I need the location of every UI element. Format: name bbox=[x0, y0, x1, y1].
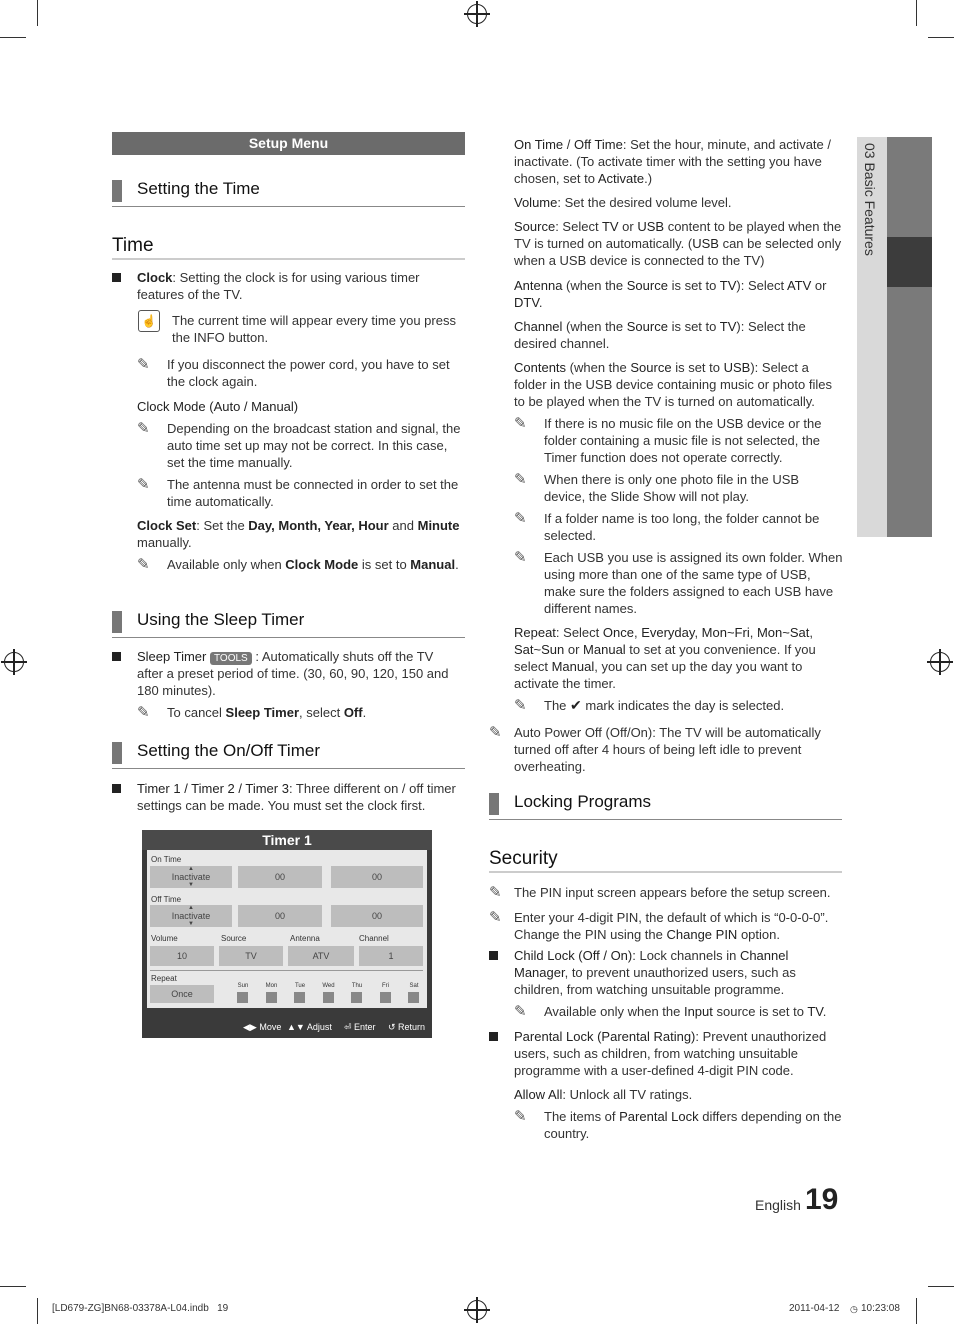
volume-text: Volume: Set the desired volume level. bbox=[514, 195, 732, 210]
antenna-value[interactable]: ATV bbox=[288, 946, 354, 966]
source-value[interactable]: TV bbox=[219, 946, 283, 966]
crop-mark bbox=[916, 1298, 917, 1324]
note-pencil-icon: ✎ bbox=[137, 704, 150, 721]
heading-security: Security bbox=[489, 847, 842, 873]
channel-label: Channel bbox=[359, 934, 389, 943]
adjust-hint: ▲▼ Adjust bbox=[287, 1022, 332, 1032]
off-time-minute[interactable]: 00 bbox=[331, 905, 423, 927]
registration-mark-icon bbox=[4, 652, 24, 672]
note-child-lock: ✎ Available only when the Input source is set to TV. bbox=[514, 1003, 827, 1020]
day-checkbox[interactable] bbox=[351, 992, 362, 1003]
setup-menu-header: Setup Menu bbox=[112, 132, 465, 155]
note-pencil-icon: ✎ bbox=[137, 420, 150, 437]
source-text: Source: Select TV or USB content to be played when the TV is turned on automatically. (USB can be selected only when a USB device is connected to the TV) bbox=[514, 219, 842, 268]
list-item-clock: Clock: Setting the clock is for using various timer features of the TV. bbox=[112, 269, 462, 303]
note-broadcast: ✎ Depending on the broadcast station and signal, the auto time set up may not be correct. In this case, set the time manually. bbox=[137, 420, 461, 470]
crop-mark bbox=[928, 37, 954, 38]
note-pencil-icon: ✎ bbox=[514, 1003, 527, 1020]
registration-mark-icon bbox=[930, 652, 950, 672]
note-check-mark: ✎ The ✔ mark indicates the day is selected. bbox=[514, 697, 785, 714]
contents-text: Contents (when the Source is set to USB): Select a folder in the USB device containing music or photo files to be played when the TV is turned on automatically. bbox=[514, 360, 832, 409]
note-pencil-icon: ✎ bbox=[514, 415, 527, 432]
footer-time: 10:23:08 bbox=[861, 1303, 900, 1314]
note-clock-mode: ✎ Available only when Clock Mode is set to Manual. bbox=[137, 556, 459, 573]
on-time-status[interactable]: ▲ Inactivate ▼ bbox=[150, 866, 232, 888]
bullet-icon bbox=[112, 784, 121, 793]
check-mark-icon: ✔ bbox=[570, 697, 582, 713]
note-pencil-icon: ✎ bbox=[514, 697, 527, 714]
clock-mode-title: Clock Mode (Auto / Manual) bbox=[137, 399, 299, 414]
off-time-hour[interactable]: 00 bbox=[238, 905, 322, 927]
note-pencil-icon: ✎ bbox=[137, 476, 150, 493]
remote-hand-icon: ☝ bbox=[138, 310, 160, 332]
volume-label: Volume bbox=[151, 934, 178, 943]
note-music-file: ✎ If there is no music file on the USB device or the folder containing a music file is not selected, the Timer function does not operate correctly. bbox=[514, 415, 822, 465]
footer-language: English bbox=[755, 1197, 801, 1213]
chapter-tab-label: 03 Basic Features bbox=[862, 143, 878, 256]
note-enter-pin: ✎ Enter your 4-digit PIN, the default of which is “0-0-0-0”. Change the PIN using the Change PIN option. bbox=[489, 909, 829, 942]
repeat-text: Repeat: Select Once, Everyday, Mon~Fri, Mon~Sat, Sat~Sun or Manual to set at you convenience. If you select Manual, you can set up the day you want to activate the timer. bbox=[514, 625, 816, 691]
note-antenna: ✎ The antenna must be connected in order to set the time automatically. bbox=[137, 476, 459, 509]
list-item-parental-lock: Parental Lock (Parental Rating): Prevent unauthorized users, such as children, from watching unsuitable programme with a user-defined 4-digit PIN code. bbox=[489, 1028, 839, 1079]
day-checkbox[interactable] bbox=[380, 992, 391, 1003]
crop-mark bbox=[0, 1286, 26, 1287]
bullet-icon bbox=[112, 652, 121, 661]
clock-icon: ◷ bbox=[850, 1304, 858, 1314]
on-time-hour[interactable]: 00 bbox=[238, 866, 322, 888]
bullet-icon bbox=[489, 1032, 498, 1041]
note-pencil-icon: ✎ bbox=[489, 909, 502, 926]
off-time-status[interactable]: ▲ Inactivate ▼ bbox=[150, 905, 232, 927]
note-folder-name: ✎ If a folder name is too long, the folder cannot be selected. bbox=[514, 510, 820, 543]
list-item-child-lock: Child Lock (Off / On): Lock channels in Channel Manager, to prevent unauthorized users, such as children, from watching unsuitable programme. bbox=[489, 947, 829, 998]
day-label: Sat bbox=[409, 983, 419, 989]
section-heading-setting-time: Setting the Time bbox=[112, 178, 465, 207]
day-checkbox[interactable] bbox=[237, 992, 248, 1003]
crop-mark bbox=[0, 37, 26, 38]
day-label: Wed bbox=[322, 983, 335, 989]
bullet-icon bbox=[489, 951, 498, 960]
clock-set-text: Clock Set: Set the Day, Month, Year, Hour and Minute manually. bbox=[137, 518, 460, 550]
on-time-label: On Time bbox=[151, 855, 182, 864]
info-note: ☝ The current time will appear every time you press the INFO button. bbox=[137, 312, 462, 346]
heading-time: Time bbox=[112, 234, 465, 260]
timer-title: Timer 1 bbox=[142, 830, 432, 850]
note-pencil-icon: ✎ bbox=[514, 510, 527, 527]
crop-mark bbox=[37, 1298, 38, 1324]
day-label: Thu bbox=[351, 983, 363, 989]
repeat-value[interactable]: Once bbox=[150, 985, 214, 1003]
note-pin-screen: ✎ The PIN input screen appears before the setup screen. bbox=[489, 884, 831, 901]
day-label: Fri bbox=[382, 983, 389, 989]
tools-badge: TOOLS bbox=[210, 652, 252, 665]
day-checkbox[interactable] bbox=[294, 992, 305, 1003]
move-hint: ◀▶ Move bbox=[243, 1022, 282, 1032]
volume-value[interactable]: 10 bbox=[150, 946, 214, 966]
timer-footer bbox=[142, 1010, 432, 1038]
note-disconnect: ✎ If you disconnect the power cord, you have to set the clock again. bbox=[137, 356, 450, 389]
day-checkbox[interactable] bbox=[266, 992, 277, 1003]
note-pencil-icon: ✎ bbox=[489, 724, 502, 741]
day-checkbox[interactable] bbox=[323, 992, 334, 1003]
note-pencil-icon: ✎ bbox=[137, 556, 150, 573]
registration-mark-icon bbox=[467, 1300, 487, 1320]
day-label: Mon bbox=[265, 983, 278, 989]
antenna-label: Antenna bbox=[290, 934, 320, 943]
note-parental-items: ✎ The items of Parental Lock differs depending on the country. bbox=[514, 1108, 842, 1141]
channel-value[interactable]: 1 bbox=[359, 946, 423, 966]
on-off-time-text: On Time / Off Time: Set the hour, minute, and activate / inactivate. (To activate timer with the setting you have chosen, set to Activate.) bbox=[514, 137, 831, 186]
footer-date: 2011-04-12 bbox=[789, 1303, 840, 1314]
timer-panel bbox=[147, 850, 427, 1008]
enter-hint: ⏎ Enter bbox=[344, 1022, 376, 1032]
section-heading-locking: Locking Programs bbox=[489, 791, 842, 820]
bullet-icon bbox=[112, 273, 121, 282]
crop-mark bbox=[928, 1286, 954, 1287]
crop-mark bbox=[916, 0, 917, 26]
registration-mark-icon bbox=[467, 4, 487, 24]
note-pencil-icon: ✎ bbox=[514, 1108, 527, 1125]
page-number: 19 bbox=[805, 1183, 839, 1216]
off-time-label: Off Time bbox=[151, 895, 182, 904]
allow-all-text: Allow All: Unlock all TV ratings. bbox=[514, 1087, 693, 1102]
chapter-tab-dark bbox=[887, 137, 932, 537]
list-item-sleep-timer: Sleep Timer TOOLS : Automatically shuts off the TV after a preset period of time. (30, 60, 90, 120, 150 and 180 minutes). bbox=[112, 648, 462, 699]
chapter-tab-marker bbox=[887, 237, 932, 287]
source-label: Source bbox=[221, 934, 247, 943]
list-item-timers: Timer 1 / Timer 2 / Timer 3: Three different on / off timer settings can be made. You must set the clock first. bbox=[112, 780, 464, 814]
note-photo-file: ✎ When there is only one photo file in the USB device, the Slide Show will not play. bbox=[514, 471, 800, 504]
note-pencil-icon: ✎ bbox=[514, 471, 527, 488]
note-pencil-icon: ✎ bbox=[137, 356, 150, 373]
note-pencil-icon: ✎ bbox=[514, 549, 527, 566]
return-hint: ↺ Return bbox=[388, 1022, 426, 1032]
note-auto-power-off: ✎ Auto Power Off (Off/On): The TV will be automatically turned off after 4 hours of being left idle to prevent overheating. bbox=[489, 724, 821, 774]
note-cancel-sleep: ✎ To cancel Sleep Timer, select Off. bbox=[137, 704, 367, 721]
note-usb-folder: ✎ Each USB you use is assigned its own folder. When using more than one of the same type of USB, make sure the folders assigned to each USB have different names. bbox=[514, 549, 843, 616]
day-checkbox[interactable] bbox=[408, 992, 419, 1003]
note-pencil-icon: ✎ bbox=[489, 884, 502, 901]
day-label: Sun bbox=[237, 983, 249, 989]
on-time-minute[interactable]: 00 bbox=[331, 866, 423, 888]
day-label: Tue bbox=[294, 983, 306, 989]
section-heading-sleep: Using the Sleep Timer bbox=[112, 609, 465, 638]
repeat-label: Repeat bbox=[151, 974, 177, 983]
channel-text: Channel (when the Source is set to TV): Select the desired channel. bbox=[514, 319, 806, 351]
footer-file-name: [LD679-ZG]BN68-03378A-L04.indb 19 bbox=[52, 1303, 229, 1314]
timer-screen bbox=[142, 830, 432, 1038]
antenna-text: Antenna (when the Source is set to TV): Select ATV or DTV. bbox=[514, 278, 827, 310]
crop-mark bbox=[37, 0, 38, 26]
section-heading-onoff: Setting the On/Off Timer bbox=[112, 740, 465, 769]
